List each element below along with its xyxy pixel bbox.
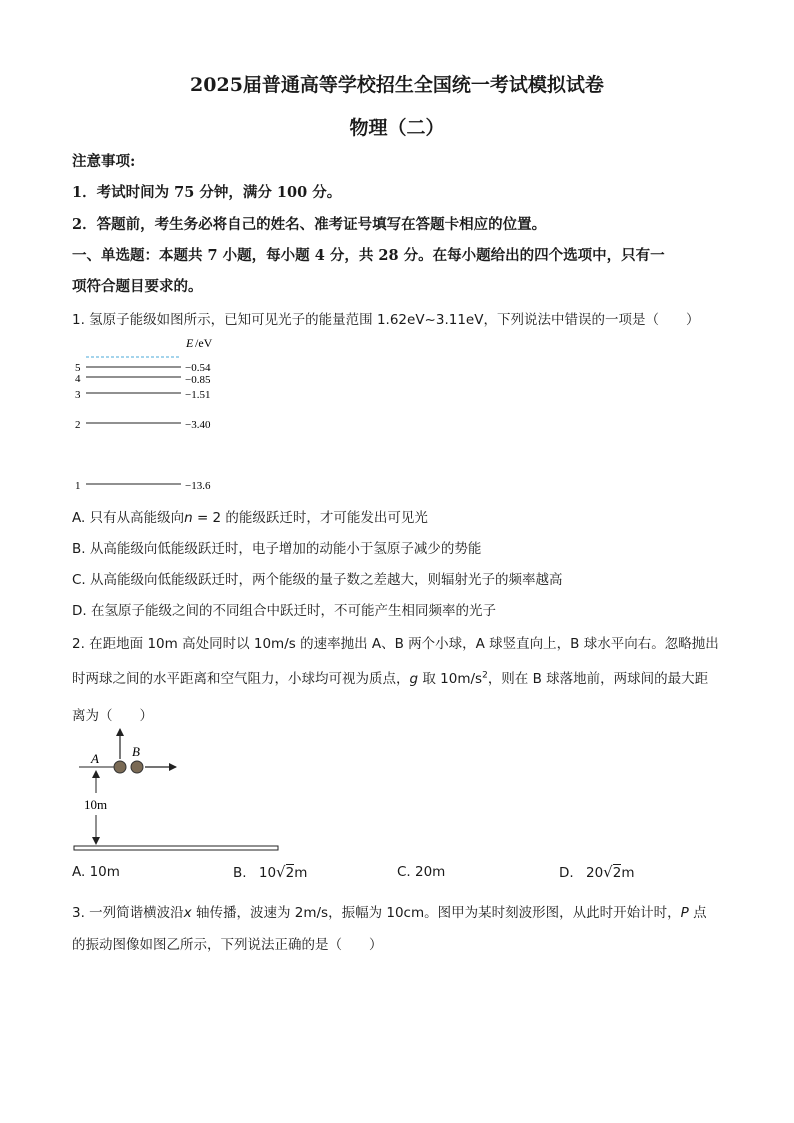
q3-line1-pre: 3. 一列简谐横波沿 — [72, 905, 184, 921]
ball-a — [114, 761, 126, 773]
level-energy-1: −13.6 — [185, 480, 211, 492]
q2-option-b-coef: 10 — [258, 865, 277, 881]
energy-level-diagram — [60, 330, 260, 500]
level-n-3: 3 — [75, 389, 81, 401]
question-2-line-3: 离为（ ） — [72, 708, 153, 724]
q1-option-b: B. 从高能级向低能级跃迁时，电子增加的动能小于氢原子减少的势能 — [72, 541, 482, 557]
section-1-instructions: 一、单选题：本题共 7 小题，每小题 4 分，共 28 分。在每小题给出的四个选项中，只有一 — [72, 247, 665, 264]
q1-option-a — [72, 506, 428, 526]
q2-option-d-label: D. — [559, 865, 574, 881]
q2-option-d-rad: 2 — [612, 865, 622, 881]
q1-option-c: C. 从高能级向低能级跃迁时，两个能级的量子数之差越大，则辐射光子的频率越高 — [72, 572, 563, 588]
q2-sup: 2 — [482, 670, 488, 681]
q2-option-c: C. 20m — [397, 864, 446, 880]
q3-line1-post: 轴传播，波速为 2m/s，振幅为 10cm。图甲为某时刻波形图，从此时开始计时， — [191, 905, 681, 921]
level-n-2: 2 — [75, 419, 81, 431]
q2-option-b — [233, 863, 307, 881]
q1-option-a-n: n — [184, 510, 193, 526]
axis-label-e: E — [186, 336, 194, 350]
level-n-5: 5 — [75, 362, 81, 374]
q2-line2-pre: 时两球之间的水平距离和空气阻力，小球均可视为质点， — [72, 671, 410, 687]
q2-line2-mid: 取 10m/s — [418, 671, 483, 687]
q2-option-d-unit: m — [621, 865, 635, 881]
notes-item-1: 1．考试时间为 75 分钟，满分 100 分。 — [72, 184, 342, 201]
ball-a-label: A — [91, 751, 99, 766]
q1-option-a-pre: A. 只有从高能级向 — [72, 510, 185, 526]
sqrt-symbol-d: √ — [603, 863, 613, 881]
level-n-4: 4 — [75, 373, 81, 385]
sqrt-symbol-b: √ — [276, 863, 286, 881]
q3-p: P — [680, 905, 689, 921]
height-label: 10m — [84, 797, 108, 812]
question-2-line-1: 2. 在距地面 10m 高处同时以 10m/s 的速率抛出 A、B 两个小球，A 球竖直向上，B 球水平向右。忽略抛出 — [72, 636, 719, 652]
q2-option-b-rad: 2 — [285, 865, 295, 881]
question-3-line-1 — [72, 901, 707, 921]
ball-b-label: B — [132, 744, 140, 759]
exam-title: 2025届普通高等学校招生全国统一考试模拟试卷 — [190, 74, 604, 96]
ball-b — [131, 761, 143, 773]
q2-g: g — [409, 671, 419, 687]
notes-heading: 注意事项: — [72, 153, 136, 170]
level-n-1: 1 — [75, 480, 81, 492]
level-energy-5: −0.54 — [185, 362, 211, 374]
level-energy-4: −0.85 — [185, 374, 211, 386]
ground — [74, 846, 278, 850]
q2-option-b-label: B. — [233, 865, 247, 881]
q2-option-a: A. 10m — [72, 864, 120, 880]
section-1-instructions-cont: 项符合题目要求的。 — [72, 278, 203, 295]
question-3-line-2: 的振动图像如图乙所示，下列说法正确的是（ ） — [72, 937, 383, 953]
notes-item-2: 2．答题前，考生务必将自己的姓名、准考证号填写在答题卡相应的位置。 — [72, 216, 547, 233]
q2-option-d — [559, 863, 634, 881]
exam-subtitle: 物理（二） — [349, 117, 445, 139]
q1-option-a-post: = 2 的能级跃迁时，才可能发出可见光 — [192, 510, 428, 526]
q3-x: x — [183, 905, 192, 921]
question-2-line-2 — [72, 667, 708, 687]
q2-option-b-unit: m — [294, 865, 308, 881]
level-energy-3: −1.51 — [185, 389, 211, 401]
level-energy-2: −3.40 — [185, 419, 211, 431]
projectile-diagram — [70, 725, 290, 855]
q1-option-d: D. 在氢原子能级之间的不同组合中跃迁时，不可能产生相同频率的光子 — [72, 603, 496, 619]
q2-line2-post: ，则在 B 球落地前，两球间的最大距 — [487, 671, 709, 687]
axis-label-unit: /eV — [195, 336, 213, 350]
q3-line1-end: 点 — [688, 905, 707, 921]
question-1-stem: 1. 氢原子能级如图所示，已知可见光子的能量范围 1.62eV~3.11eV，下列说法中错误的一项是（ ） — [72, 312, 700, 328]
q2-option-d-coef: 20 — [585, 865, 604, 881]
